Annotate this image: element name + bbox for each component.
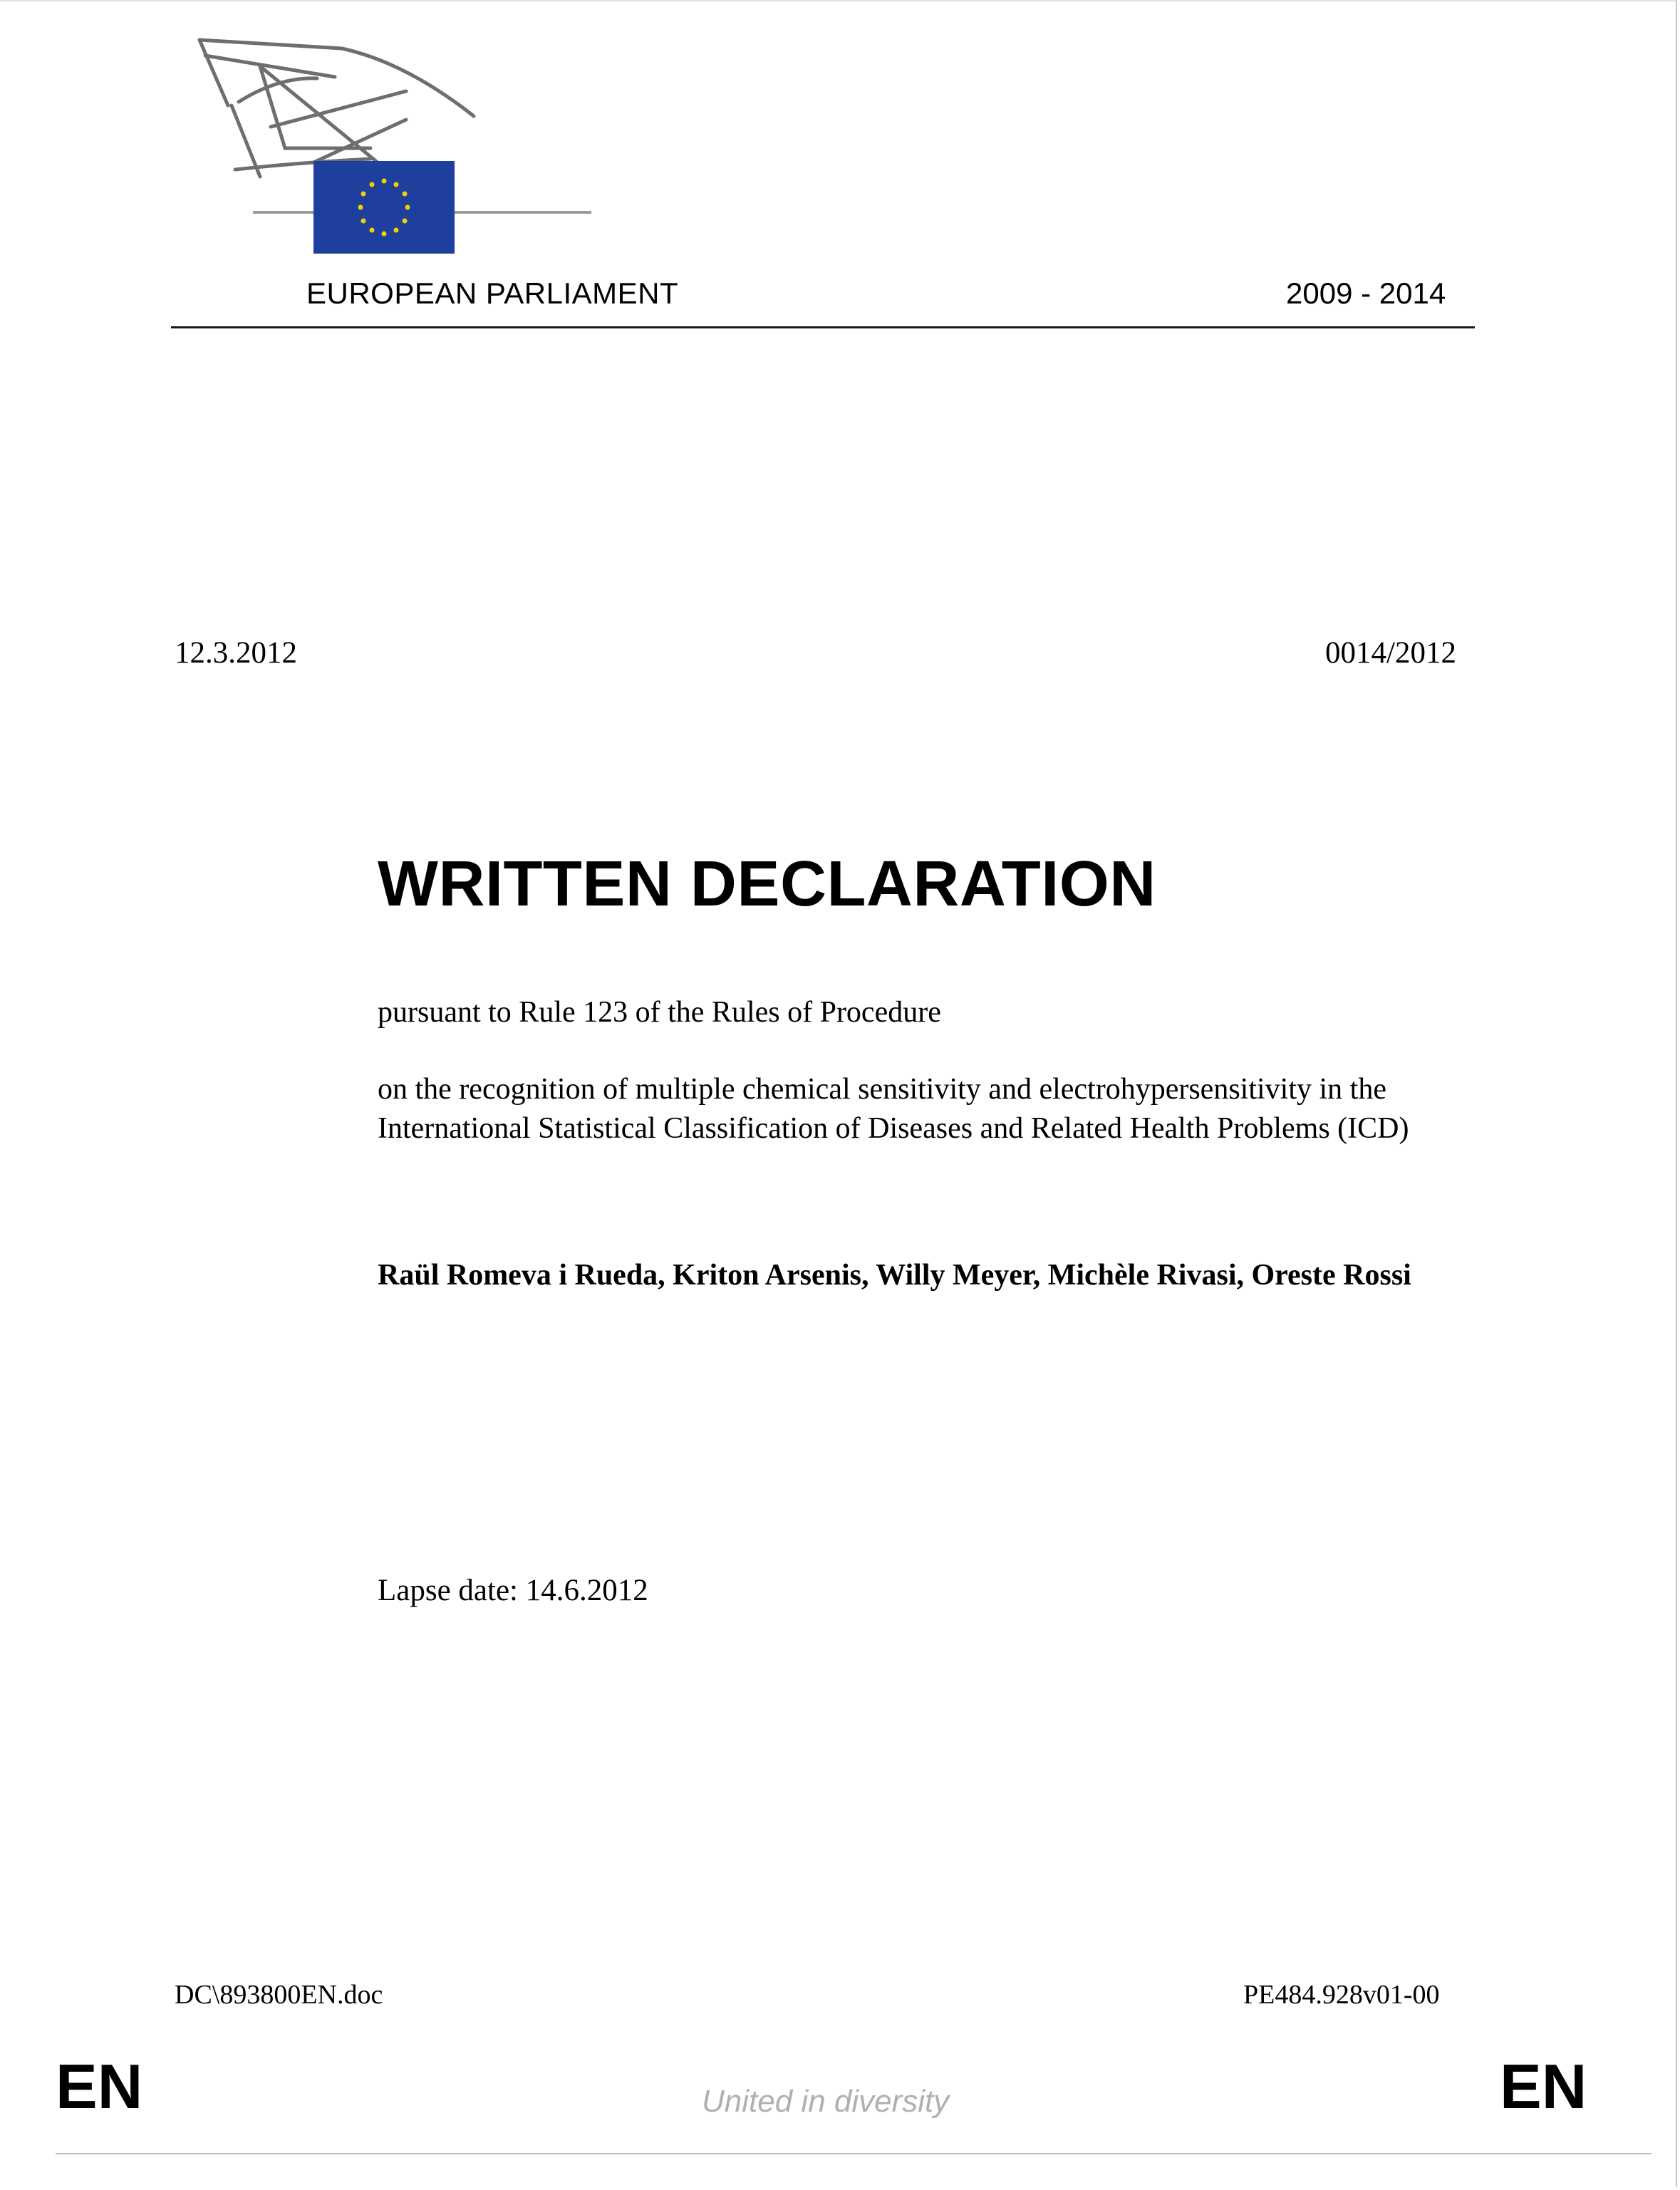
pe-reference: PE484.928v01-00: [1243, 1980, 1440, 2010]
language-code-right: EN: [1500, 2051, 1587, 2122]
authors-list: Raül Romeva i Rueda, Kriton Arsenis, Willy Meyer, Michèle Rivasi, Oreste Rossi: [378, 1259, 1411, 1292]
eu-flag-icon: [313, 161, 455, 254]
european-parliament-logo: [192, 34, 606, 262]
parliamentary-term: 2009 - 2014: [1286, 276, 1446, 310]
rule-basis: pursuant to Rule 123 of the Rules of Procedure: [378, 996, 941, 1029]
document-number: 0014/2012: [1325, 636, 1456, 670]
declaration-subject: on the recognition of multiple chemical sensitivity and electrohypersensitivity in the International Statistical Classification of Diseases and Related Health Problems (ICD): [378, 1073, 1409, 1145]
footer-divider: [56, 2153, 1652, 2154]
document-date: 12.3.2012: [175, 636, 297, 670]
lapse-date: Lapse date: 14.6.2012: [378, 1574, 648, 1607]
header-divider: [171, 326, 1475, 328]
document-title: WRITTEN DECLARATION: [378, 849, 1156, 920]
language-code-left: EN: [56, 2051, 143, 2122]
eu-motto: United in diversity: [702, 2084, 950, 2119]
file-reference: DC\893800EN.doc: [175, 1980, 383, 2010]
institution-name: EUROPEAN PARLIAMENT: [306, 276, 679, 310]
